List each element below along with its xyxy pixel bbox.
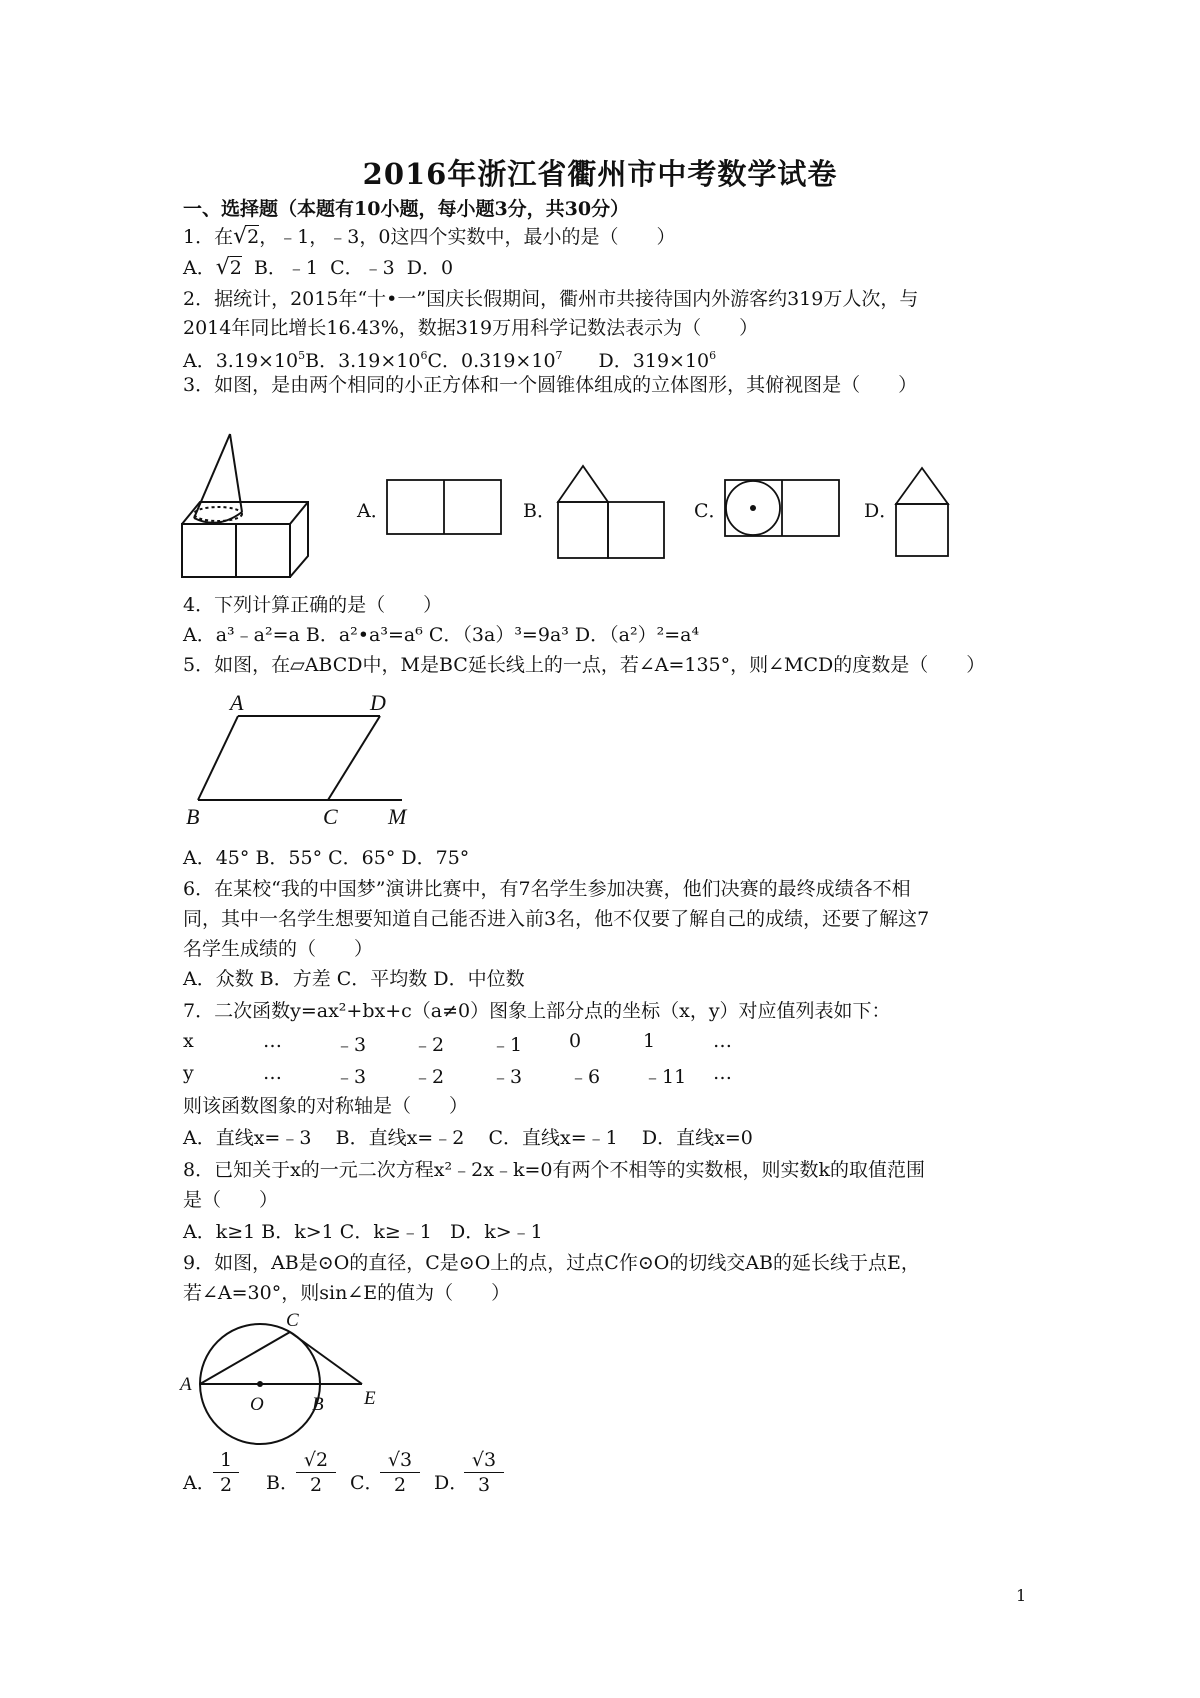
q9-option-d-label: D． <box>434 1472 469 1494</box>
question-2-options <box>183 343 716 374</box>
question-7-stem: 7．二次函数y=ax²+bx+c（a≠0）图象上部分点的坐标（x，y）对应值列表如下： <box>183 1000 891 1022</box>
q5-label-d: D <box>370 690 386 715</box>
q9-label-e: E <box>364 1388 376 1409</box>
question-4-options: A．a³﹣a²=a B．a²•a³=a⁶ C．（3a）³=9a³ D．（a²）²=a⁴ <box>183 624 700 646</box>
sqrt-symbol: √ <box>215 255 230 280</box>
q1-option-a-label: A． <box>183 257 216 279</box>
q3-solid-figure <box>180 432 315 580</box>
q3-option-d-figure <box>892 464 954 560</box>
table-cell: ﹣2 <box>413 1034 445 1056</box>
q9-circle-figure <box>178 1310 388 1446</box>
table-cell: ﹣3 <box>491 1066 523 1088</box>
q3-option-b-label: B． <box>523 500 556 522</box>
table-cell: ﹣6 <box>569 1066 601 1088</box>
table-cell: … <box>263 1062 282 1084</box>
question-7-options: A．直线x=﹣3 B．直线x=﹣2 C．直线x=﹣1 D．直线x=0 <box>183 1127 753 1149</box>
q1-option-a-radicand: 2 <box>229 257 242 279</box>
question-6-options: A．众数 B．方差 C．平均数 D．中位数 <box>183 968 525 990</box>
question-9-line-1: 9．如图，AB是⊙O的直径，C是⊙O上的点，过点C作⊙O的切线交AB的延长线于点E， <box>183 1252 920 1274</box>
q9-option-a-label: A． <box>183 1472 216 1494</box>
page-number: 1 <box>1016 1586 1027 1605</box>
question-3-stem: 3．如图，是由两个相同的小正方体和一个圆锥体组成的立体图形，其俯视图是（ ） <box>183 374 918 396</box>
q9-option-b-label: B． <box>266 1472 299 1494</box>
question-6-line-2: 同，其中一名学生想要知道自己能否进入前3名，他不仅要了解自己的成绩，还要了解这7 <box>183 908 930 930</box>
q5-parallelogram-figure <box>180 690 420 830</box>
fraction-denominator: 2 <box>393 1474 407 1496</box>
q1-stem-suffix: ，﹣1，﹣3，0这四个实数中，最小的是（ ） <box>259 226 676 248</box>
q3-option-a-label: A． <box>357 500 390 522</box>
question-2-line-2: 2014年同比增长16.43%，数据319万用科学记数法表示为（ ） <box>183 317 759 339</box>
q5-label-b: B <box>186 804 200 829</box>
question-7-ask: 则该函数图象的对称轴是（ ） <box>183 1095 469 1117</box>
q3-option-b-figure <box>552 462 670 562</box>
question-5-options: A．45° B．55° C．65° D．75° <box>183 847 470 869</box>
table-cell: 1 <box>643 1030 656 1052</box>
q9-label-a: A <box>180 1374 192 1395</box>
q3-option-c-figure <box>723 478 841 538</box>
question-4-stem: 4．下列计算正确的是（ ） <box>183 594 443 616</box>
question-8-line-1: 8．已知关于x的一元二次方程x²﹣2x﹣k=0有两个不相等的实数根，则实数k的取值范围 <box>183 1159 925 1181</box>
q1-options-rest: B．﹣1 C．﹣3 D．0 <box>241 257 454 279</box>
question-9-line-2: 若∠A=30°，则sin∠E的值为（ ） <box>183 1282 511 1304</box>
question-8-options: A．k≥1 B．k>1 C．k≥﹣1 D．k>﹣1 <box>183 1221 543 1243</box>
q9-option-c-label: C． <box>350 1472 384 1494</box>
q9-label-o: O <box>250 1394 264 1415</box>
q3-option-c-label: C． <box>694 500 728 522</box>
table-cell: y <box>183 1062 194 1084</box>
question-2-line-1: 2．据统计，2015年“十•一”国庆长假期间，衢州市共接待国内外游客约319万人次，与 <box>183 288 919 310</box>
fraction-denominator: 3 <box>477 1474 491 1496</box>
q9-option-c-fraction <box>380 1448 420 1497</box>
q5-label-m: M <box>388 804 407 829</box>
page-title: 2016年浙江省衢州市中考数学试卷 <box>362 157 838 191</box>
q2-option-a: A．$3.19\times 10^5$ <box>183 349 306 372</box>
q9-option-d-fraction <box>464 1448 504 1497</box>
fraction-numerator: √2 <box>296 1448 336 1473</box>
question-6-line-3: 名学生成绩的（ ） <box>183 938 374 960</box>
q2-option-b: B．$3.19\times 10^6$ <box>305 349 428 372</box>
fraction-numerator: √3 <box>464 1448 504 1473</box>
question-8-line-2: 是（ ） <box>183 1189 279 1211</box>
table-cell: ﹣3 <box>335 1034 367 1056</box>
table-cell: ﹣11 <box>643 1066 687 1088</box>
fraction-numerator: 1 <box>213 1448 239 1473</box>
q1-stem-prefix: 1．在 <box>183 226 234 248</box>
table-cell: … <box>263 1030 282 1052</box>
table-cell: 0 <box>569 1030 582 1052</box>
table-cell: ﹣2 <box>413 1066 445 1088</box>
table-cell: x <box>183 1030 194 1052</box>
question-1-stem <box>183 224 676 250</box>
fraction-denominator: 2 <box>219 1474 233 1496</box>
q9-label-c: C <box>286 1310 299 1331</box>
q1-stem-radicand: 2 <box>247 226 260 248</box>
question-1-options <box>183 255 453 281</box>
fraction-denominator: 2 <box>309 1474 323 1496</box>
q3-option-d-label: D． <box>864 500 899 522</box>
question-6-line-1: 6．在某校“我的中国梦”演讲比赛中，有7名学生参加决赛，他们决赛的最终成绩各不相 <box>183 878 911 900</box>
q2-option-c: C．$0.319\times 10^7$ <box>427 349 563 372</box>
q2-option-d: D．$319\times 10^6$ <box>598 349 717 372</box>
section-heading: 一、选择题（本题有10小题，每小题3分，共30分） <box>183 198 630 220</box>
fraction-numerator: √3 <box>380 1448 420 1473</box>
q5-label-c: C <box>323 804 338 829</box>
table-cell: ﹣3 <box>335 1066 367 1088</box>
table-cell: ﹣1 <box>491 1034 523 1056</box>
q9-label-b: B <box>312 1394 324 1415</box>
question-5-stem: 5．如图，在▱ABCD中，M是BC延长线上的一点，若∠A=135°，则∠MCD的度数是（ ） <box>183 654 986 676</box>
q3-option-a-figure <box>385 478 503 536</box>
sqrt-symbol: √ <box>233 224 248 249</box>
q5-label-a: A <box>230 690 244 715</box>
table-cell: … <box>713 1062 732 1084</box>
q9-option-a-fraction <box>213 1448 239 1497</box>
q9-option-b-fraction <box>296 1448 336 1497</box>
table-cell: … <box>713 1030 732 1052</box>
